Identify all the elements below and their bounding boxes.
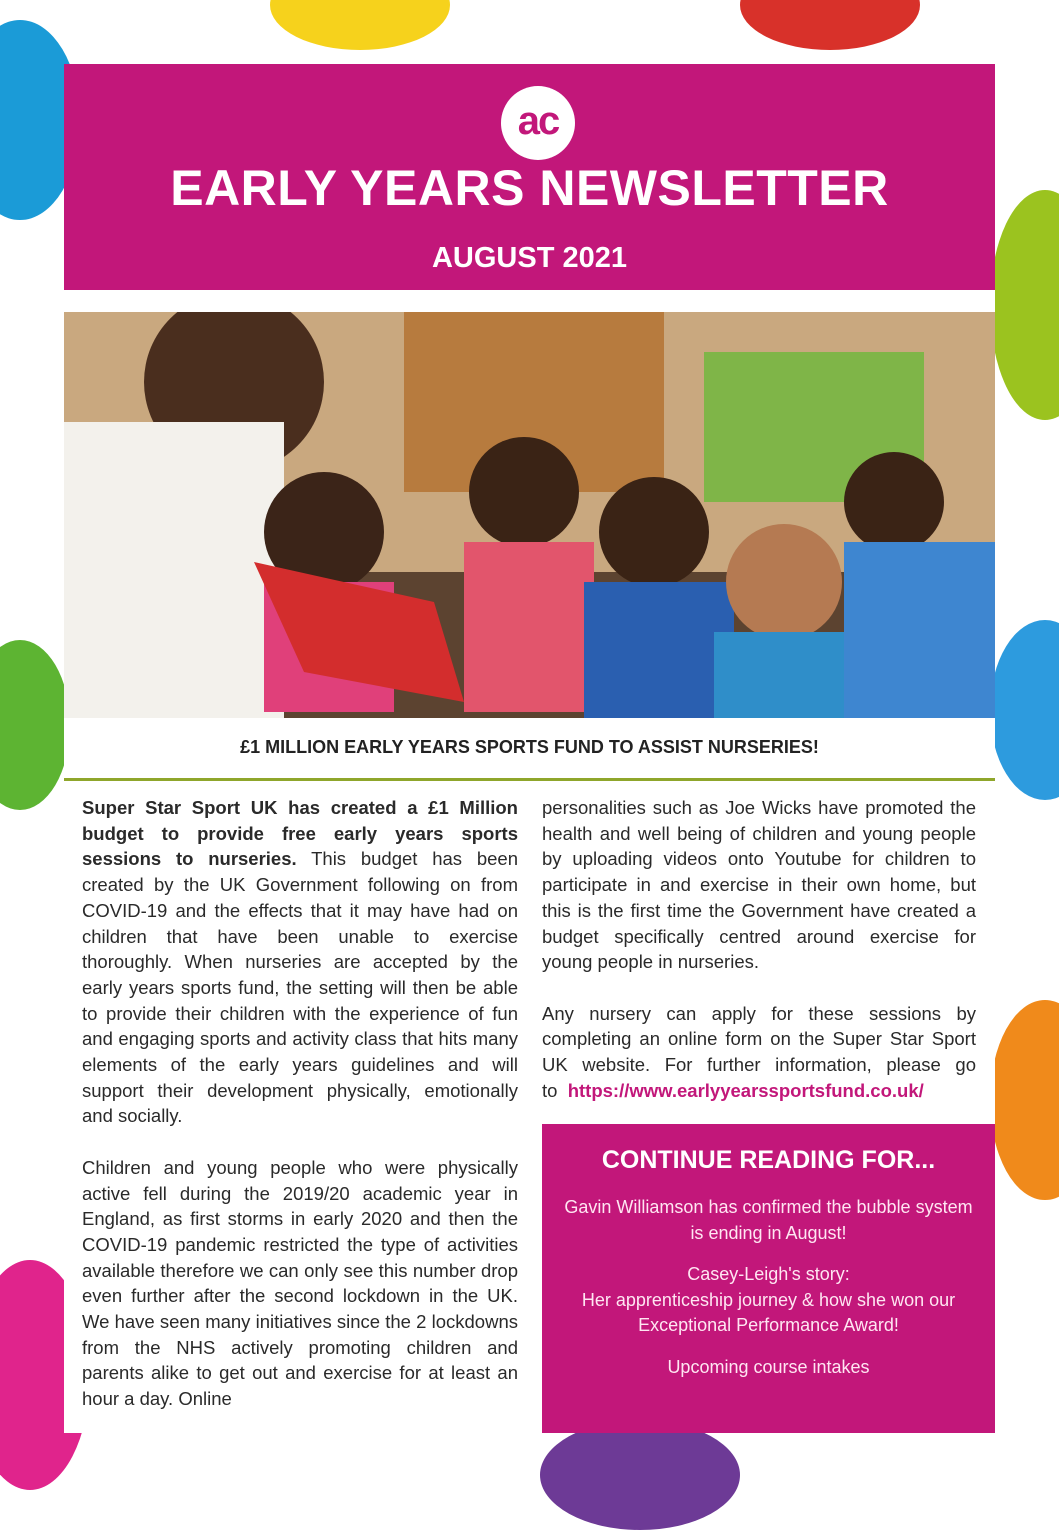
continue-reading-title: CONTINUE READING FOR...: [601, 1146, 936, 1174]
paint-splash-decoration: [0, 640, 70, 810]
article-paragraph: [542, 1001, 976, 1104]
headline-divider: [64, 778, 995, 781]
paint-splash-decoration: [990, 190, 1059, 420]
paint-splash-decoration: [990, 1000, 1059, 1200]
paint-splash-decoration: [740, 0, 920, 50]
paint-splash-decoration: [540, 1420, 740, 1530]
article-paragraph: Children and young people who were physically active fell during the 2019/20 academic year in England, as first storms in early 2020 and then the COVID-19 pandemic restricted the type of activities available therefore we can only see this number drop even further after the second lockdown in the UK. We have seen many initiatives since the 2 lockdowns from the NHS actively promoting children and parents alike to get out and exercise for at least an hour a day. Online: [82, 1156, 518, 1410]
article-paragraph: personalities such as Joe Wicks have promoted the health and well being of children and young people by uploading videos onto Youtube for children to participate in and exercise in their own home, but this is the first time the Government have created a budget specifically centred around exercise for young people in nurseries.: [542, 797, 976, 973]
classroom-photo: [64, 312, 995, 718]
newsletter-title: EARLY YEARS NEWSLETTER: [170, 160, 889, 216]
continue-reading-box: [542, 1124, 995, 1433]
ac-logo: ac: [501, 86, 575, 160]
paint-splash-decoration: [990, 620, 1059, 800]
continue-reading-item-heading: Casey-Leigh's story:: [687, 1264, 850, 1284]
fund-website-link[interactable]: https://www.earlyyearssportsfund.co.uk/: [567, 1079, 924, 1101]
paint-splash-decoration: [270, 0, 450, 50]
article-paragraph-text: This budget has been created by the UK Government following on from COVID-19 and the effects that it may have had on children that have been unable to exercise thoroughly. When nurseries are accepted by the early years sports fund, the setting will then be able to provide their children with the experience of fun and engaging sports and activity class that hits many elements of the early years guidelines and will support their development physically, emotionally and socially.: [82, 848, 518, 1127]
continue-reading-item: Gavin Williamson has confirmed the bubble system is ending in August!: [564, 1197, 973, 1243]
newsletter-date: AUGUST 2021: [431, 242, 627, 274]
article-paragraph: [82, 795, 518, 1129]
continue-reading-item: [542, 1262, 995, 1339]
continue-reading-item-text: Her apprenticeship journey & how she won our Exceptional Performance Award!: [581, 1289, 956, 1335]
article-headline: £1 MILLION EARLY YEARS SPORTS FUND TO ASSIST NURSERIES!: [240, 737, 819, 757]
article-column-right: [542, 795, 976, 1129]
continue-reading-item: Upcoming course intakes: [667, 1356, 870, 1377]
newsletter-header: [64, 64, 995, 290]
article-paragraph-text: Any nursery can apply for these sessions by completing an online form on the Super Star Sport UK website. For further information, please go to: [542, 1002, 976, 1101]
newsletter-page: [64, 64, 995, 1433]
article-column-left: [82, 795, 518, 1438]
classroom-photo-illustration: [64, 312, 995, 718]
article-lead: Super Star Sport UK has created a £1 Million budget to provide free early years sports sessions to nurseries.: [82, 797, 518, 870]
